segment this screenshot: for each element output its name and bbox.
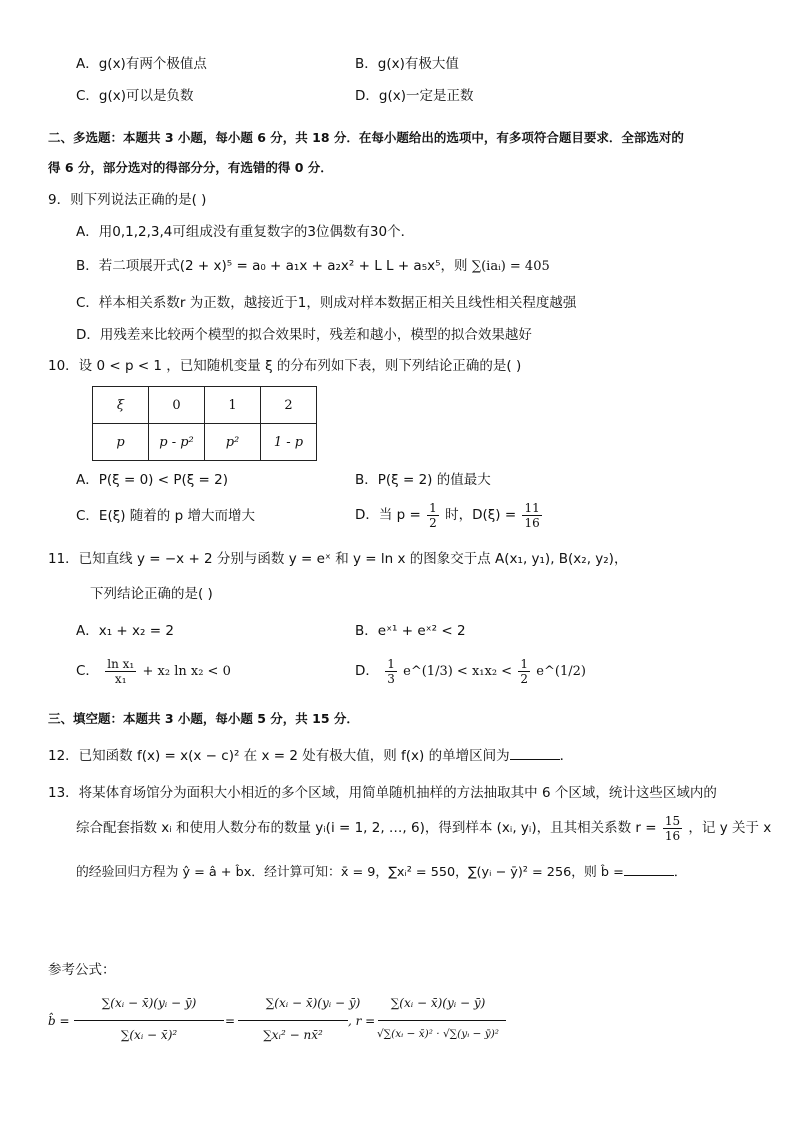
q9-option-c: C．样本相关系数r 为正数，越接近于1，则成对样本数据正相关且线性相关程度越强 (76, 295, 577, 311)
q11-option-d-mid: e^(1/3) < x₁x₂ < (403, 664, 513, 679)
formula-denominator-2: ∑xᵢ² − nx̄² (263, 1028, 323, 1042)
q9-option-b (76, 256, 550, 277)
q11-option-c-post: + x₂ ln x₂ < 0 (142, 664, 231, 679)
fraction-denominator: x₁ (114, 671, 127, 686)
reference-label: 参考公式： (48, 962, 116, 978)
q10-option-d (355, 500, 544, 530)
q12-end: ． (559, 748, 574, 764)
fraction-bar (74, 1020, 224, 1021)
q10-option-d-mid: 时，D(ξ) = (445, 507, 517, 523)
equals-sign: = (224, 1014, 236, 1028)
q11-option-c-pre: C． (76, 663, 99, 679)
table-cell: 1 (205, 387, 261, 424)
q11-option-a: A．x₁ + x₂ = 2 (76, 623, 174, 639)
q11-option-b: B．eˣ¹ + eˣ² < 2 (355, 623, 466, 639)
table-cell: p - p² (149, 424, 205, 461)
fraction-numerator: 11 (524, 500, 540, 515)
q8-option-a: A．g(x)有两个极值点 (76, 56, 207, 72)
q10-option-d-pre: D．当 p = (355, 507, 421, 523)
q10-option-b: B．P(ξ = 2) 的值最大 (355, 472, 491, 488)
q11-stem2: 下列结论正确的是( ) (90, 586, 213, 602)
section2-header-line1: 二、多选题：本题共 3 小题，每小题 6 分，共 18 分．在每小题给出的选项中，有多项符合题目要求．全部选对的 (48, 130, 684, 145)
formula-numerator-2: ∑(xᵢ − x̄)(yᵢ − ȳ) (265, 996, 361, 1010)
fraction (105, 657, 136, 686)
reference-formula (48, 988, 508, 1058)
formula-denominator-1: ∑(xᵢ − x̄)² (120, 1028, 178, 1042)
q10-stem: 10．设 0 < p < 1 ，已知随机变量 ξ 的分布列如下表，则下列结论正确的是( ) (48, 358, 522, 374)
fraction-numerator: ln x₁ (107, 656, 135, 671)
q13-line3 (76, 861, 687, 883)
q13-line2 (76, 812, 771, 844)
fraction-denominator: 16 (524, 515, 540, 530)
q11-stem: 11．已知直线 y = −x + 2 分别与函数 y = eˣ 和 y = ln x 的图象交于点 A(x₁, y₁), B(x₂, y₂)， (48, 551, 628, 567)
fraction-numerator: 15 (664, 813, 681, 828)
q11-option-d (355, 655, 586, 688)
q10-option-a: A．P(ξ = 0) < P(ξ = 2) (76, 472, 229, 488)
formula-denominator-3: √∑(xᵢ − x̄)² · √∑(yᵢ − ȳ)² (376, 1028, 500, 1040)
fraction (427, 501, 439, 530)
distribution-table (92, 386, 317, 461)
fraction-numerator: 1 (387, 656, 395, 671)
q9-stem: 9．则下列说法正确的是( ) (48, 192, 207, 208)
fraction (518, 657, 530, 686)
fraction-numerator: 1 (429, 500, 437, 515)
table-row (93, 387, 317, 424)
q11-option-d-pre: D． (355, 663, 379, 679)
section3-header: 三、填空题：本题共 3 小题，每小题 5 分，共 15 分． (48, 711, 359, 726)
q11-option-d-post: e^(1/2) (536, 664, 586, 679)
r-label: , r = (348, 1014, 376, 1028)
q13-line3-pre: 的经验回归方程为 ŷ = â + b̂x．经计算可知：x̄ = 9，∑xᵢ² = 550，∑(yᵢ − ȳ)² = 256，则 b̂ = (76, 865, 624, 880)
table-cell: p (93, 424, 149, 461)
q8-option-c: C．g(x)可以是负数 (76, 88, 194, 104)
fraction-denominator: 2 (429, 515, 437, 530)
fraction-bar (238, 1020, 348, 1021)
q9-option-a: A．用0,1,2,3,4可组成没有重复数字的3位偶数有30个． (76, 224, 415, 240)
fraction (663, 814, 682, 843)
fraction-bar (378, 1020, 506, 1021)
table-cell: 1 - p (261, 424, 317, 461)
fraction (522, 501, 541, 530)
fraction-denominator: 16 (664, 828, 681, 843)
q12-question (48, 745, 573, 766)
section2-header-line2: 得 6 分，部分选对的得部分分，有选错的得 0 分． (48, 160, 333, 175)
formula-numerator-3: ∑(xᵢ − x̄)(yᵢ − ȳ) (390, 996, 486, 1010)
q10-option-c: C．E(ξ) 随着的 p 增大而增大 (76, 508, 255, 524)
table-row (93, 424, 317, 461)
q11-option-c (76, 655, 231, 688)
table-cell: p² (205, 424, 261, 461)
q13-line1: 13．将某体育场馆分为面积大小相近的多个区域，用简单随机抽样的方法抽取其中 6 个区域，统计这些区域内的 (48, 785, 717, 801)
q13-line3-end: ． (673, 865, 687, 880)
q9-option-d: D．用残差来比较两个模型的拟合效果时，残差和越小，模型的拟合效果越好 (76, 327, 532, 343)
q13-line2-pre: 综合配套指数 xᵢ 和使用人数分布的数量 yᵢ(i = 1, 2, …, 6)，得到样本 (xᵢ, yᵢ)，且其相关系数 r = (76, 820, 657, 836)
q12-text: 12．已知函数 f(x) = x(x − c)² 在 x = 2 处有极大值，则 f(x) 的单增区间为 (48, 748, 510, 764)
q9-option-b-sum: ∑(iaᵢ) = 405 (471, 259, 550, 274)
fraction-numerator: 1 (520, 656, 528, 671)
fraction-denominator: 2 (520, 671, 528, 686)
table-cell: 2 (261, 387, 317, 424)
answer-blank (624, 861, 674, 876)
q8-option-d: D．g(x)一定是正数 (355, 88, 474, 104)
b-hat-label: b̂ = (48, 1014, 70, 1028)
table-cell: ξ (93, 387, 149, 424)
fraction-denominator: 3 (387, 671, 395, 686)
q9-option-b-text: B．若二项展开式(2 + x)⁵ = a₀ + a₁x + a₂x² + L L + a₅x⁵，则 (76, 258, 468, 274)
fraction (385, 657, 397, 686)
table-cell: 0 (149, 387, 205, 424)
answer-blank (510, 745, 560, 760)
q13-line2-post: ，记 y 关于 x (688, 820, 772, 836)
formula-numerator-1: ∑(xᵢ − x̄)(yᵢ − ȳ) (101, 996, 197, 1010)
q8-option-b: B．g(x)有极大值 (355, 56, 459, 72)
